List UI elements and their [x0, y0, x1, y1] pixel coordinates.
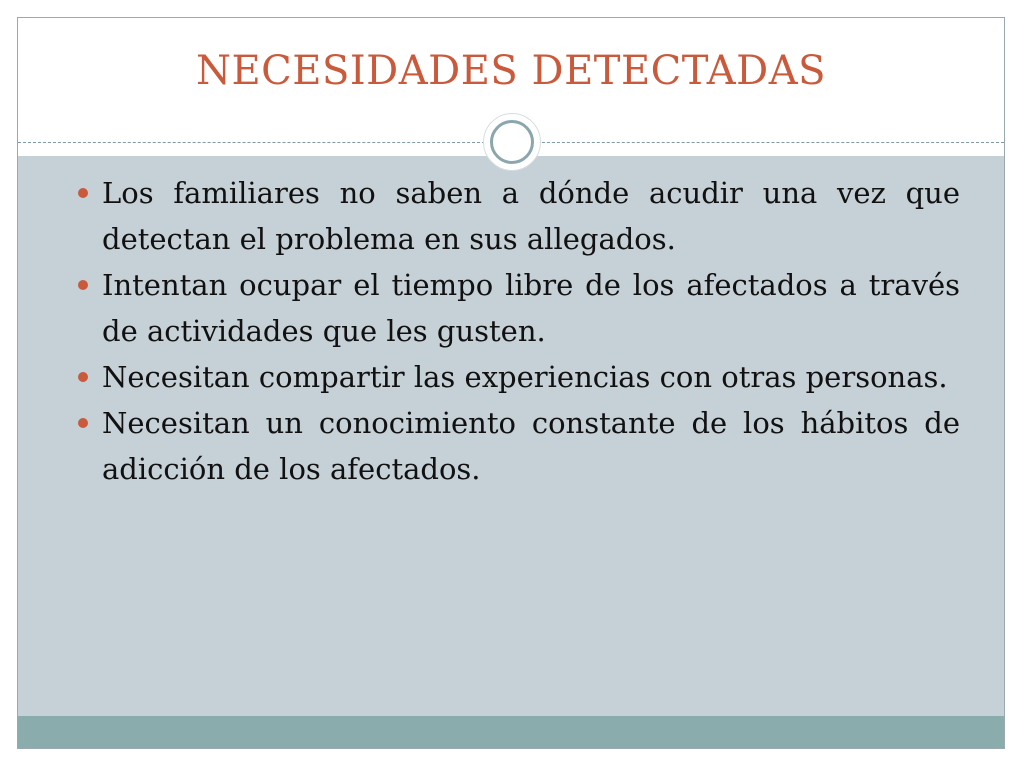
bullet-text: Los familiares no saben a dónde acudir una vez que detectan el problema en sus allegados. — [102, 176, 960, 256]
bullet-dot-icon — [78, 188, 88, 198]
bullet-dot-icon — [78, 372, 88, 382]
bullet-item — [78, 170, 960, 262]
bullet-dot-icon — [78, 280, 88, 290]
circle-ornament-icon — [483, 113, 541, 171]
bullet-text: Necesitan compartir las experiencias con otras personas. — [102, 360, 948, 394]
bullet-list — [78, 170, 960, 492]
slide-title: NECESIDADES DETECTADAS — [195, 48, 827, 94]
bullet-item — [78, 262, 960, 354]
circle-ornament-inner — [490, 120, 534, 164]
bullet-text: Intentan ocupar el tiempo libre de los afectados a través de actividades que les gusten. — [102, 268, 960, 348]
bullet-item — [78, 354, 960, 400]
bullet-text: Necesitan un conocimiento constante de los hábitos de adicción de los afectados. — [102, 406, 960, 486]
bullet-dot-icon — [78, 418, 88, 428]
bullet-item — [78, 400, 960, 492]
footer-bar — [18, 716, 1004, 749]
